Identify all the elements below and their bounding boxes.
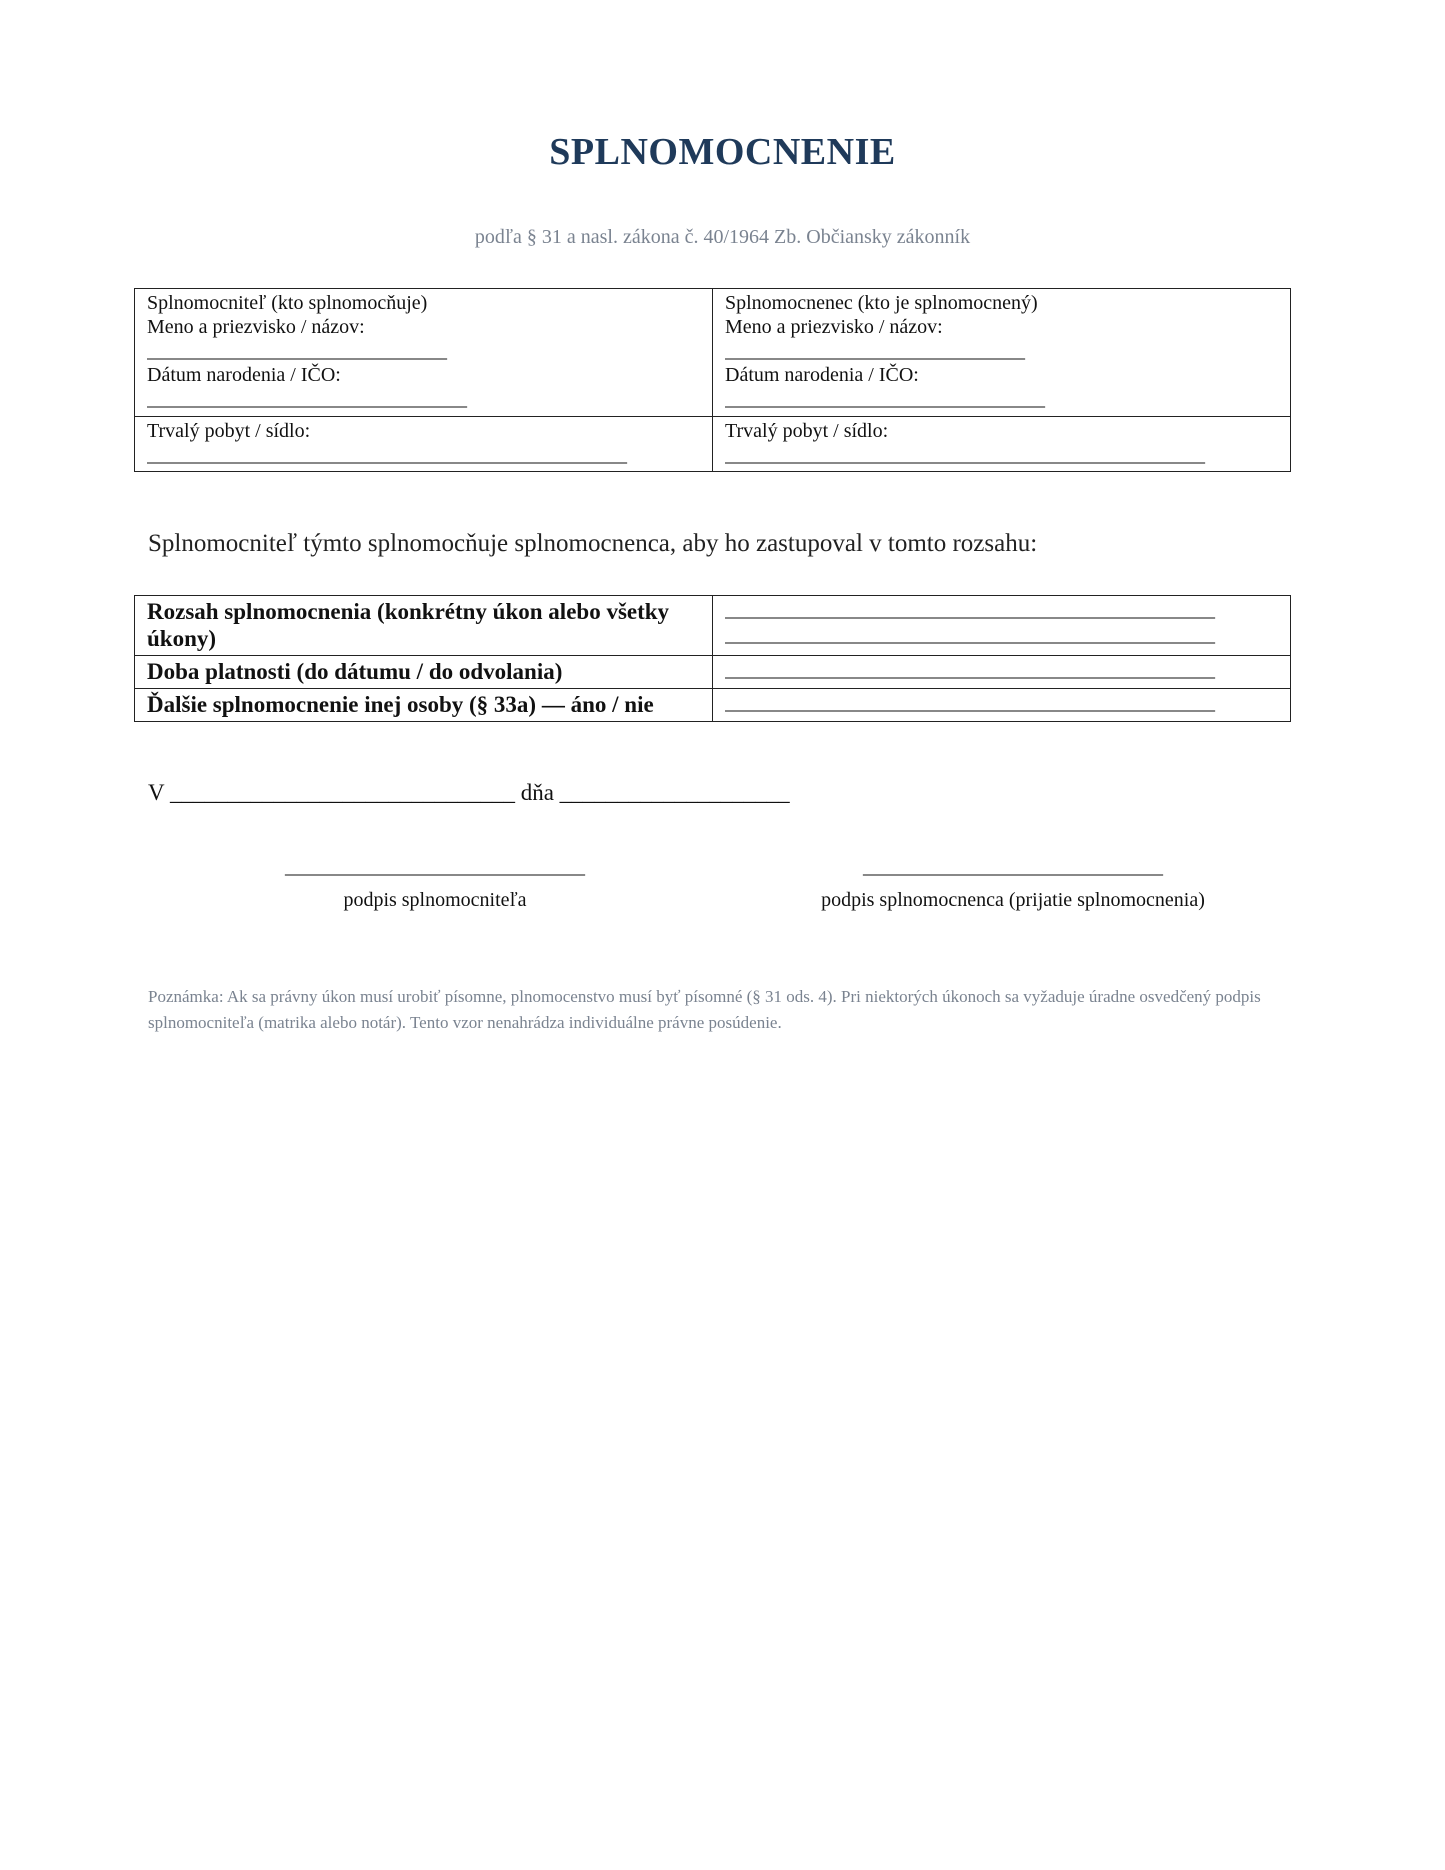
scope-table: [134, 595, 1291, 722]
agent-id-field[interactable]: ________________________________: [725, 388, 1045, 410]
agent-signature-block: [763, 856, 1263, 912]
grantor-signature-block: [185, 856, 685, 912]
grantor-signature-label: podpis splnomocniteľa: [343, 889, 527, 911]
validity-label: Doba platnosti (do dátumu / do odvolania): [135, 656, 713, 689]
date-prefix: dňa: [520, 780, 554, 805]
grantor-address-cell: [135, 417, 713, 472]
document-title: SPLNOMOCNENIE: [549, 131, 896, 173]
scope-field-line-1[interactable]: _________________________________________________: [725, 599, 1215, 621]
grantor-cell: [135, 289, 713, 417]
grantor-id-field[interactable]: ________________________________: [147, 388, 467, 410]
date-field[interactable]: ____________________: [559, 780, 790, 805]
grantor-name-label: Meno a priezvisko / názov:: [147, 316, 365, 338]
validity-field-cell: [713, 656, 1291, 689]
document-subtitle: podľa § 31 a nasl. zákona č. 40/1964 Zb. Občiansky zákonník: [474, 226, 971, 248]
grantor-name-field[interactable]: ______________________________: [147, 340, 447, 362]
scope-field-cell: [713, 596, 1291, 656]
agent-name-field[interactable]: ______________________________: [725, 340, 1025, 362]
substitution-field-cell: [713, 689, 1291, 722]
agent-address-label: Trvalý pobyt / sídlo:: [725, 420, 889, 442]
grantor-id-label: Dátum narodenia / IČO:: [147, 364, 341, 386]
parties-table: [134, 288, 1291, 472]
place-date-line: [148, 780, 790, 806]
grantor-signature-line[interactable]: ______________________________: [285, 856, 585, 878]
agent-address-cell: [713, 417, 1291, 472]
grantor-heading: Splnomocniteľ (kto splnomocňuje): [147, 292, 428, 314]
scope-field-line-2[interactable]: _________________________________________________: [725, 624, 1215, 646]
validity-field[interactable]: _________________________________________________: [725, 659, 1215, 681]
grantor-address-label: Trvalý pobyt / sídlo:: [147, 420, 311, 442]
agent-signature-label: podpis splnomocnenca (prijatie splnomocnenia): [821, 889, 1205, 911]
agent-name-label: Meno a priezvisko / názov:: [725, 316, 943, 338]
agent-heading: Splnomocnenec (kto je splnomocnený): [725, 292, 1038, 314]
agent-id-label: Dátum narodenia / IČO:: [725, 364, 919, 386]
scope-label: Rozsah splnomocnenia (konkrétny úkon alebo všetky úkony): [135, 596, 713, 656]
authorization-intro: Splnomocniteľ týmto splnomocňuje splnomocnenca, aby ho zastupoval v tomto rozsahu:: [148, 530, 1038, 557]
agent-address-field[interactable]: ________________________________________________: [725, 444, 1205, 466]
place-field[interactable]: ______________________________: [169, 780, 515, 805]
place-prefix: V: [148, 780, 165, 805]
agent-signature-line[interactable]: ______________________________: [863, 856, 1163, 878]
agent-cell: [713, 289, 1291, 417]
substitution-label: Ďalšie splnomocnenie inej osoby (§ 33a) — áno / nie: [135, 689, 713, 722]
grantor-address-field[interactable]: ________________________________________________: [147, 444, 627, 466]
legal-note: Poznámka: Ak sa právny úkon musí urobiť písomne, plnomocenstvo musí byť písomné (§ 31 ods. 4). Pri niektorých úkonoch sa vyžaduje úradne osvedčený podpis splnomocniteľa (matrika alebo notár). Tento vzor nenahrádza individuálne právne posúdenie.: [148, 987, 1261, 1032]
substitution-field[interactable]: _________________________________________________: [725, 692, 1215, 714]
